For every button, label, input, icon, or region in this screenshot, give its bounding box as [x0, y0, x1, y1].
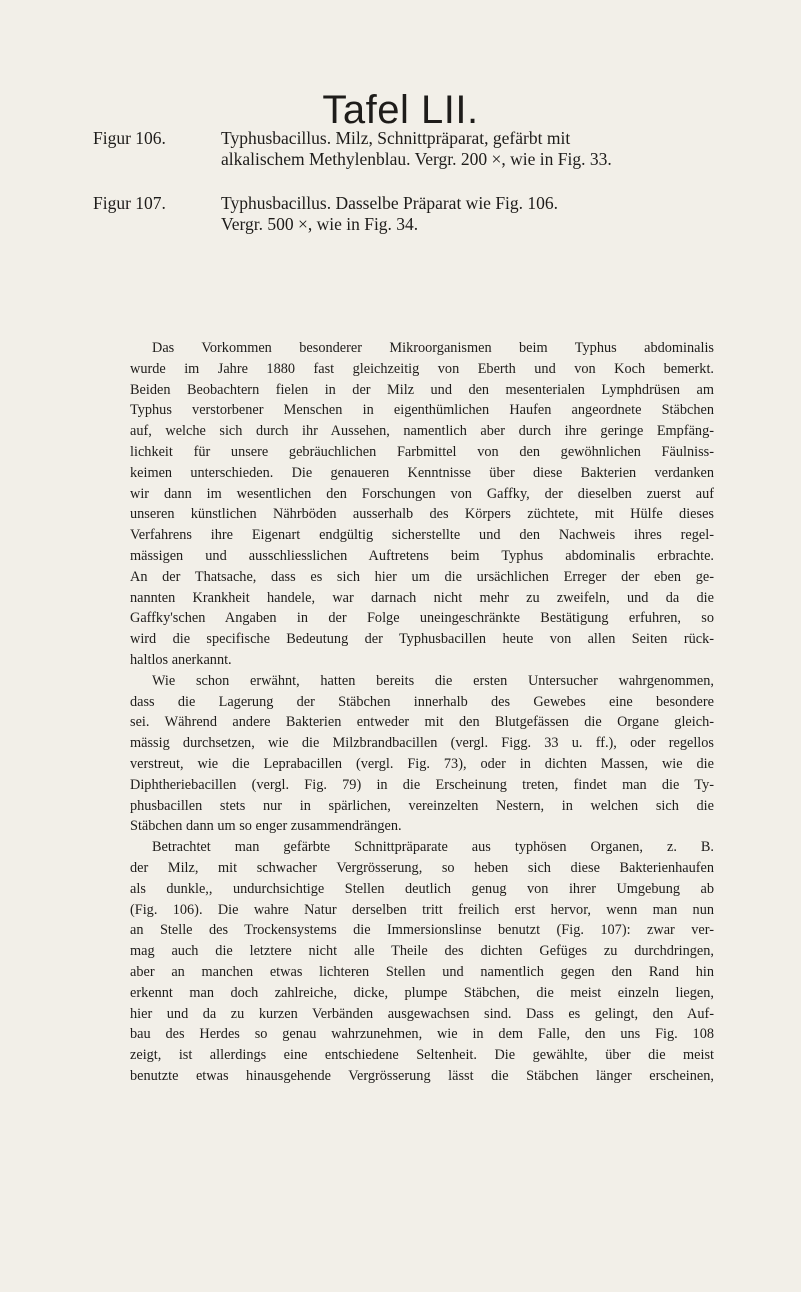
- body-line: wir dann im wesentlichen den Forschungen von Gaffky, der dieselben zuerst auf: [130, 485, 714, 502]
- body-line: lichkeit für unsere gebräuchlichen Farbmittel von den gewöhnlichen Fäulniss-: [130, 443, 714, 460]
- body-line: Betrachtet man gefärbte Schnittpräparate aus typhösen Organen, z. B.: [152, 839, 714, 856]
- body-text: [130, 338, 714, 1087]
- figure-106-caption-line-2: alkalischem Methylenblau. Vergr. 200 ×, wie in Fig. 33.: [221, 149, 612, 169]
- body-line: phusbacillen stets nur in spärlichen, vereinzelten Nestern, in welchen sich die: [130, 797, 714, 814]
- figure-106-label: Figur 106.: [93, 128, 166, 148]
- body-line: an Stelle des Trockensystems die Immersionslinse benutzt (Fig. 107): zwar ver-: [130, 922, 714, 939]
- body-line: benutzte etwas hinausgehende Vergrösserung lässt die Stäbchen länger erscheinen,: [130, 1067, 714, 1084]
- body-line: Gaffky'schen Angaben in der Folge uneingeschränkte Bestätigung erfuhren, so: [130, 610, 714, 627]
- body-line: erkennt man doch zahlreiche, dicke, plumpe Stäbchen, die meist einzeln liegen,: [130, 984, 714, 1001]
- body-line: Typhus verstorbener Menschen in eigenthümlichen Haufen angeordnete Stäbchen: [130, 402, 714, 419]
- body-line: mässigen und ausschliesslichen Auftretens beim Typhus abdominalis erbrachte.: [130, 547, 714, 564]
- body-line: mag auch die letztere nicht alle Theile des dichten Gefüges zu durchdringen,: [130, 943, 714, 960]
- body-line: auf, welche sich durch ihr Aussehen, namentlich aber durch ihre geringe Empfäng-: [130, 423, 714, 440]
- body-line: Das Vorkommen besonderer Mikroorganismen beim Typhus abdominalis: [152, 340, 714, 356]
- body-line: wurde im Jahre 1880 fast gleichzeitig von Eberth und von Koch bemerkt.: [130, 360, 714, 377]
- body-line: bau des Herdes so genau wahrzunehmen, wie in dem Falle, den uns Fig. 108: [130, 1026, 714, 1043]
- figure-106-caption: [93, 128, 733, 170]
- body-line: Wie schon erwähnt, hatten bereits die ersten Untersucher wahrgenommen,: [152, 672, 714, 689]
- figure-107-caption-line-2: Vergr. 500 ×, wie in Fig. 34.: [221, 214, 419, 234]
- body-line: An der Thatsache, dass es sich hier um die ursächlichen Erreger der eben ge-: [130, 568, 714, 585]
- body-line: der Milz, mit schwacher Vergrösserung, so heben sich diese Bakterienhaufen: [130, 859, 714, 876]
- body-line: sei. Während andere Bakterien entweder mit den Blutgefässen die Organe gleich-: [130, 714, 714, 731]
- body-line: zeigt, ist allerdings eine entschiedene Seltenheit. Die gewählte, über die meist: [130, 1047, 714, 1064]
- body-line: Beiden Beobachtern fielen in der Milz und den mesenterialen Lymphdrüsen am: [130, 381, 714, 398]
- body-line: (Fig. 106). Die wahre Natur derselben tritt freilich erst hervor, wenn man nun: [130, 901, 714, 918]
- body-line: hier und da zu kurzen Verbänden ausgewachsen sind. Dass es gelingt, den Auf-: [130, 1005, 714, 1022]
- body-line: dass die Lagerung der Stäbchen innerhalb des Gewebes eine besondere: [130, 693, 714, 710]
- body-line: Verfahrens ihre Eigenart endgültig sicherstellte und den Nachweis ihres regel-: [130, 527, 714, 544]
- body-line: haltlos anerkannt.: [130, 651, 232, 668]
- figure-107-caption-line-1: Typhusbacillus. Dasselbe Präparat wie Fig. 106.: [221, 193, 559, 213]
- body-line: verstreut, wie die Leprabacillen (vergl. Fig. 73), oder in dichten Massen, wie die: [130, 755, 714, 772]
- body-line: unseren künstlichen Nährböden ausserhalb des Körpers züchtete, mit Hülfe dieses: [130, 506, 714, 523]
- body-line: Diphtheriebacillen (vergl. Fig. 79) in die Erscheinung treten, findet man die Ty-: [130, 776, 714, 793]
- plate-title: Tafel LII.: [322, 88, 479, 132]
- body-line: Stäbchen dann um so enger zusammendrängen.: [130, 818, 402, 835]
- body-line: nannten Krankheit handele, war darnach nicht mehr zu zweifeln, und da die: [130, 589, 714, 606]
- figure-106-caption-line-1: Typhusbacillus. Milz, Schnittpräparat, gefärbt mit: [221, 128, 571, 148]
- figure-107-caption: [93, 193, 733, 235]
- body-line: als dunkle,, undurchsichtige Stellen deutlich genug von ihrer Umgebung ab: [130, 880, 714, 897]
- body-line: keimen unterschieden. Die genaueren Kenntnisse über diese Bakterien verdanken: [130, 464, 714, 481]
- body-line: wird die specifische Bedeutung der Typhusbacillen heute von allen Seiten rück-: [130, 631, 714, 648]
- body-line: mässig durchsetzen, wie die Milzbrandbacillen (vergl. Figg. 33 u. ff.), oder regellos: [130, 735, 714, 752]
- figure-107-label: Figur 107.: [93, 193, 166, 213]
- body-line: aber an manchen etwas lichteren Stellen und namentlich gegen den Rand hin: [130, 963, 714, 980]
